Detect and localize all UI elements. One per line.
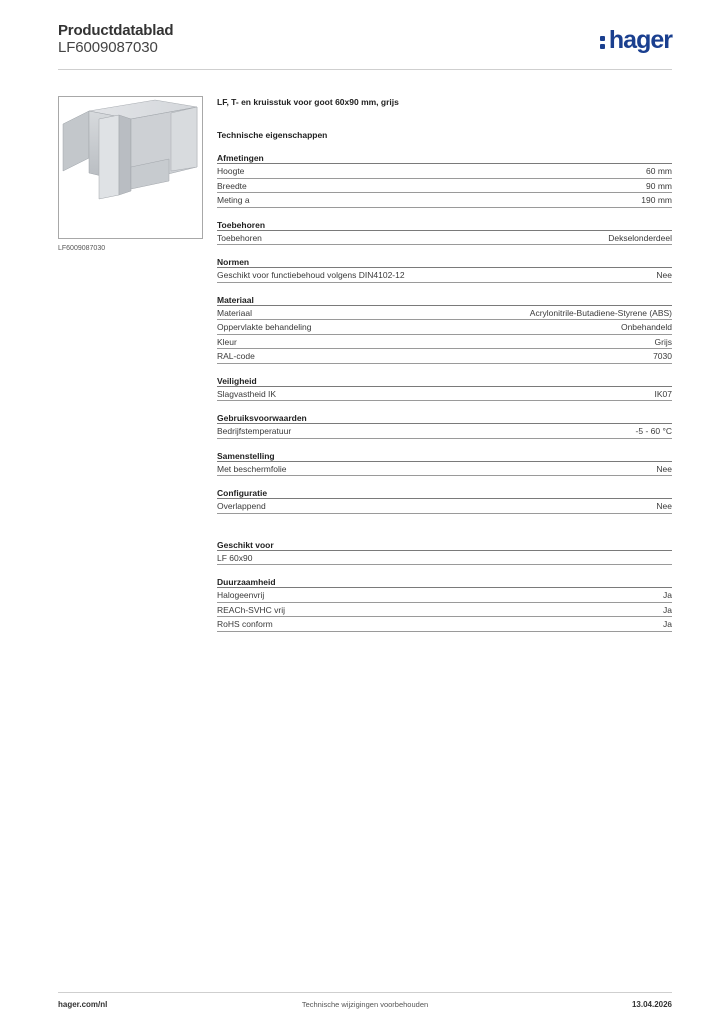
spec-row bbox=[217, 462, 672, 477]
logo-text: hager bbox=[608, 26, 672, 54]
spec-value: Grijs bbox=[654, 336, 672, 347]
product-image bbox=[58, 96, 203, 239]
image-caption: LF6009087030 bbox=[58, 245, 106, 252]
section-title: Materiaal bbox=[217, 292, 672, 306]
spec-value: Nee bbox=[656, 270, 672, 280]
spec-row bbox=[217, 603, 672, 618]
section-title: Gebruiksvoorwaarden bbox=[217, 410, 672, 424]
spec-value: Acrylonitrile-Butadiene-Styrene (ABS) bbox=[529, 307, 672, 318]
spec-value: Dekselonderdeel bbox=[608, 232, 672, 243]
spec-value: 7030 bbox=[653, 351, 672, 361]
spec-value: IK07 bbox=[654, 388, 672, 399]
spec-value: -5 - 60 °C bbox=[635, 426, 672, 436]
spec-row bbox=[217, 320, 672, 335]
document-title: Productdatablad bbox=[58, 22, 174, 39]
section-title: Duurzaamheid bbox=[217, 574, 672, 588]
section-title: Configuratie bbox=[217, 485, 672, 499]
product-code: LF6009087030 bbox=[58, 39, 158, 56]
cable-duct-tee-icon bbox=[59, 97, 202, 238]
spec-label: LF 60x90 bbox=[217, 552, 253, 563]
spec-label: RAL-code bbox=[217, 351, 255, 361]
spec-section-dimensions bbox=[217, 150, 672, 208]
spec-label: Meting a bbox=[217, 195, 250, 205]
spec-value: 60 mm bbox=[646, 166, 672, 176]
spec-row bbox=[217, 588, 672, 603]
spec-label: Slagvastheid IK bbox=[217, 388, 277, 399]
specifications-panel bbox=[217, 96, 672, 632]
disclaimer-text: Technische wijzigingen voorbehouden bbox=[301, 1000, 429, 1009]
spec-value: Ja bbox=[663, 604, 672, 615]
spec-row bbox=[217, 179, 672, 194]
product-title: LF, T- en kruisstuk voor goot 60x90 mm, grijs bbox=[217, 97, 399, 107]
spec-label: Overlappend bbox=[217, 501, 266, 511]
document-date: 13.04.2026 bbox=[631, 1000, 672, 1009]
spec-label: Breedte bbox=[217, 180, 247, 191]
spec-row bbox=[217, 617, 672, 632]
spec-value: Onbehandeld bbox=[620, 322, 672, 332]
page-footer bbox=[58, 992, 672, 1012]
spec-value: Ja bbox=[663, 590, 672, 600]
spec-row bbox=[217, 349, 672, 364]
spec-label: Toebehoren bbox=[217, 232, 262, 243]
spec-label: RoHS conform bbox=[217, 619, 273, 629]
spec-row bbox=[217, 387, 672, 402]
spec-row bbox=[217, 306, 672, 321]
spec-row bbox=[217, 551, 672, 566]
section-title: Veiligheid bbox=[217, 373, 672, 387]
section-title: Geschikt voor bbox=[217, 537, 672, 551]
page-header bbox=[58, 20, 672, 70]
spec-label: Oppervlakte behandeling bbox=[217, 322, 312, 332]
spec-row bbox=[217, 231, 672, 246]
spec-label: Geschikt voor functiebehoud volgens DIN4102-12 bbox=[217, 270, 405, 280]
section-title: Normen bbox=[217, 254, 672, 268]
technical-properties-heading: Technische eigenschappen bbox=[217, 130, 328, 140]
spec-section-composition bbox=[217, 448, 672, 477]
spec-value: Nee bbox=[656, 501, 672, 511]
spec-section-operating-conditions bbox=[217, 410, 672, 439]
spec-section-configuration bbox=[217, 485, 672, 514]
logo-colon-icon bbox=[599, 29, 607, 51]
section-title: Samenstelling bbox=[217, 448, 672, 462]
spec-label: Kleur bbox=[217, 336, 237, 347]
spec-label: Bedrijfstemperatuur bbox=[217, 426, 292, 436]
website-link[interactable]: hager.com/nl bbox=[58, 1000, 108, 1009]
spec-label: REACh-SVHC vrij bbox=[217, 604, 286, 615]
spec-value: Ja bbox=[663, 619, 672, 629]
spec-row bbox=[217, 193, 672, 208]
spec-section-standards bbox=[217, 254, 672, 283]
spec-section-safety bbox=[217, 373, 672, 402]
spec-section-sustainability bbox=[217, 574, 672, 632]
spec-label: Hoogte bbox=[217, 166, 245, 176]
spec-label: Halogeenvrij bbox=[217, 590, 265, 600]
spec-label: Met beschermfolie bbox=[217, 463, 287, 474]
spec-row bbox=[217, 268, 672, 283]
spec-section-accessories bbox=[217, 217, 672, 246]
spec-row bbox=[217, 424, 672, 439]
section-title: Afmetingen bbox=[217, 150, 672, 164]
spec-value: 90 mm bbox=[646, 180, 672, 191]
spec-row bbox=[217, 164, 672, 179]
section-title: Toebehoren bbox=[217, 217, 672, 231]
spec-value: Nee bbox=[656, 463, 672, 474]
spec-section-suitable-for bbox=[217, 537, 672, 566]
spec-row bbox=[217, 499, 672, 514]
spec-section-material bbox=[217, 292, 672, 364]
spec-value: 190 mm bbox=[641, 195, 672, 205]
hager-logo[interactable] bbox=[599, 25, 672, 55]
spec-row bbox=[217, 335, 672, 350]
spec-label: Materiaal bbox=[217, 307, 252, 318]
